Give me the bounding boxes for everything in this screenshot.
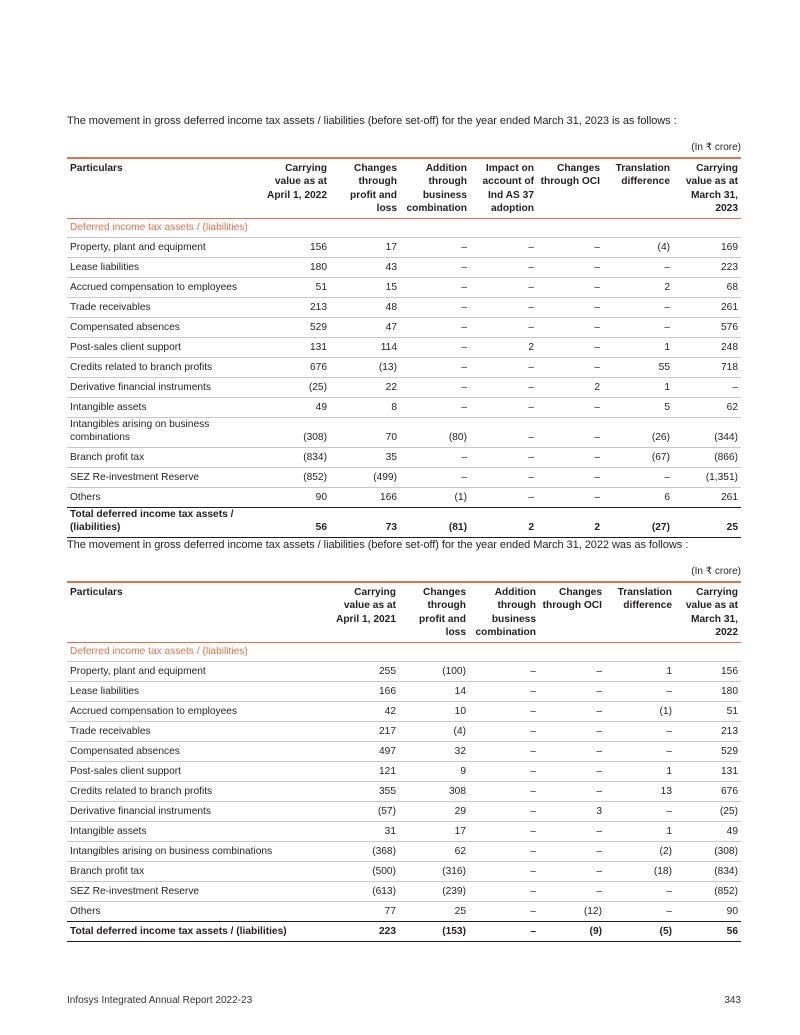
row-value: – xyxy=(400,258,470,278)
total-value: 56 xyxy=(257,508,330,538)
row-value: – xyxy=(603,298,673,318)
row-value: 308 xyxy=(399,782,469,802)
row-value: – xyxy=(469,842,539,862)
row-value: – xyxy=(400,298,470,318)
total-value: 73 xyxy=(330,508,400,538)
row-value: – xyxy=(539,742,605,762)
row-value: – xyxy=(400,378,470,398)
table2-header-row xyxy=(67,583,741,643)
row-value: 2 xyxy=(537,378,603,398)
row-value: 156 xyxy=(675,662,741,682)
row-value: 213 xyxy=(675,722,741,742)
column-header: Carrying value as at March 31, 2023 xyxy=(685,163,738,214)
row-value: 13 xyxy=(605,782,675,802)
row-value: – xyxy=(537,338,603,358)
row-value: 25 xyxy=(399,902,469,922)
row-label: SEZ Re-investment Reserve xyxy=(67,468,257,488)
table-row xyxy=(67,682,741,702)
row-value: – xyxy=(537,398,603,418)
row-value: 49 xyxy=(675,822,741,842)
row-value: (18) xyxy=(605,862,675,882)
row-value: 47 xyxy=(330,318,400,338)
table-row xyxy=(67,318,741,338)
row-label: Trade receivables xyxy=(67,722,329,742)
table-row xyxy=(67,488,741,508)
row-value: 31 xyxy=(329,822,399,842)
row-value: – xyxy=(470,298,537,318)
row-value: – xyxy=(400,398,470,418)
row-label: Intangible assets xyxy=(67,822,329,842)
row-value: – xyxy=(400,278,470,298)
row-value: 261 xyxy=(673,298,741,318)
table1-header-row xyxy=(67,159,741,219)
total-value: (9) xyxy=(539,922,605,942)
table-row xyxy=(67,258,741,278)
row-value: 55 xyxy=(603,358,673,378)
row-value: – xyxy=(469,782,539,802)
deferred-tax-table-2023 xyxy=(67,159,741,538)
row-label: Compensated absences xyxy=(67,742,329,762)
row-value: 180 xyxy=(257,258,330,278)
row-value: (866) xyxy=(673,448,741,468)
row-value: – xyxy=(470,448,537,468)
row-label: Post-sales client support xyxy=(67,338,257,358)
row-label: Intangibles arising on business combinations xyxy=(67,842,329,862)
row-value: – xyxy=(673,378,741,398)
section-label: Deferred income tax assets / (liabilities) xyxy=(67,643,741,662)
table-row xyxy=(67,398,741,418)
row-value: – xyxy=(605,682,675,702)
table-row xyxy=(67,278,741,298)
row-value: 32 xyxy=(399,742,469,762)
row-value: 166 xyxy=(330,488,400,508)
total-value: 56 xyxy=(675,922,741,942)
section-label-row xyxy=(67,219,741,238)
column-header: Translation difference xyxy=(617,587,672,612)
table-row xyxy=(67,782,741,802)
row-value: – xyxy=(537,358,603,378)
report-title: Infosys Integrated Annual Report 2022-23 xyxy=(67,995,253,1006)
row-value: 166 xyxy=(329,682,399,702)
row-value: (100) xyxy=(399,662,469,682)
total-value: (81) xyxy=(400,508,470,538)
total-value: 25 xyxy=(673,508,741,538)
row-value: (316) xyxy=(399,862,469,882)
column-header-particulars: Particulars xyxy=(70,587,123,598)
row-value: – xyxy=(537,418,603,448)
table-row xyxy=(67,722,741,742)
row-value: – xyxy=(537,258,603,278)
row-value: – xyxy=(539,782,605,802)
row-value: – xyxy=(537,468,603,488)
row-label: Branch profit tax xyxy=(67,862,329,882)
row-label: Intangibles arising on business combinations xyxy=(67,418,257,448)
row-value: – xyxy=(400,338,470,358)
row-value: – xyxy=(400,238,470,258)
table-row xyxy=(67,418,741,448)
row-label: Accrued compensation to employees xyxy=(67,278,257,298)
row-value: 497 xyxy=(329,742,399,762)
total-row xyxy=(67,508,741,538)
row-label: Lease liabilities xyxy=(67,682,329,702)
row-value: 156 xyxy=(257,238,330,258)
row-value: 2 xyxy=(470,338,537,358)
row-label: Property, plant and equipment xyxy=(67,662,329,682)
column-header: Carrying value as at March 31, 2022 xyxy=(685,587,738,638)
table-row xyxy=(67,448,741,468)
row-value: (57) xyxy=(329,802,399,822)
row-value: (834) xyxy=(257,448,330,468)
row-value: (499) xyxy=(330,468,400,488)
row-value: – xyxy=(537,488,603,508)
table-row xyxy=(67,298,741,318)
row-label: Credits related to branch profits xyxy=(67,358,257,378)
table-row xyxy=(67,378,741,398)
row-value: – xyxy=(469,862,539,882)
row-label: Branch profit tax xyxy=(67,448,257,468)
row-value: – xyxy=(470,238,537,258)
row-value: – xyxy=(537,298,603,318)
table-row xyxy=(67,842,741,862)
row-value: – xyxy=(470,258,537,278)
row-value: – xyxy=(605,722,675,742)
row-value: – xyxy=(469,822,539,842)
row-value: 1 xyxy=(603,378,673,398)
total-row xyxy=(67,922,741,942)
section-label: Deferred income tax assets / (liabilities) xyxy=(67,219,741,238)
row-value: – xyxy=(605,802,675,822)
row-value: – xyxy=(539,662,605,682)
deferred-tax-table-2022 xyxy=(67,583,741,942)
row-value: – xyxy=(603,318,673,338)
row-value: – xyxy=(539,822,605,842)
row-value: 90 xyxy=(257,488,330,508)
row-value: 68 xyxy=(673,278,741,298)
row-value: 3 xyxy=(539,802,605,822)
table1-intro: The movement in gross deferred income tax assets / liabilities (before set-off) for the year ended March 31, 2023 is as follows : xyxy=(67,115,677,127)
table-row xyxy=(67,338,741,358)
row-value: – xyxy=(470,398,537,418)
row-value: 22 xyxy=(330,378,400,398)
row-value: – xyxy=(539,842,605,862)
table-row xyxy=(67,238,741,258)
row-value: 10 xyxy=(399,702,469,722)
table-row xyxy=(67,822,741,842)
row-value: 5 xyxy=(603,398,673,418)
row-value: 255 xyxy=(329,662,399,682)
row-value: – xyxy=(539,762,605,782)
table2-unit: (In ₹ crore) xyxy=(691,566,741,577)
total-label: Total deferred income tax assets / (liabilities) xyxy=(67,922,329,942)
table1-unit: (In ₹ crore) xyxy=(691,142,741,153)
table2-intro: The movement in gross deferred income tax assets / liabilities (before set-off) for the year ended March 31, 2022 was as follows : xyxy=(67,539,689,551)
row-value: – xyxy=(470,488,537,508)
row-value: 35 xyxy=(330,448,400,468)
table-row xyxy=(67,902,741,922)
row-label: Derivative financial instruments xyxy=(67,802,329,822)
row-value: (852) xyxy=(257,468,330,488)
row-value: 8 xyxy=(330,398,400,418)
row-value: 676 xyxy=(257,358,330,378)
row-value: – xyxy=(470,318,537,338)
row-value: 9 xyxy=(399,762,469,782)
section-label-row xyxy=(67,643,741,662)
row-value: 29 xyxy=(399,802,469,822)
row-value: 62 xyxy=(399,842,469,862)
row-value: (2) xyxy=(605,842,675,862)
row-value: 51 xyxy=(257,278,330,298)
row-value: 77 xyxy=(329,902,399,922)
page-number: 343 xyxy=(724,995,741,1006)
row-label: Compensated absences xyxy=(67,318,257,338)
row-value: 131 xyxy=(675,762,741,782)
row-value: – xyxy=(469,762,539,782)
total-value: 2 xyxy=(537,508,603,538)
row-value: 217 xyxy=(329,722,399,742)
total-label: Total deferred income tax assets / (liabilities) xyxy=(67,508,257,538)
row-value: 17 xyxy=(330,238,400,258)
row-value: (12) xyxy=(539,902,605,922)
row-value: 1 xyxy=(603,338,673,358)
table-row xyxy=(67,358,741,378)
row-value: – xyxy=(469,902,539,922)
row-value: (26) xyxy=(603,418,673,448)
row-value: – xyxy=(537,278,603,298)
row-value: (4) xyxy=(399,722,469,742)
row-value: (344) xyxy=(673,418,741,448)
row-value: 576 xyxy=(673,318,741,338)
table-row xyxy=(67,662,741,682)
row-value: – xyxy=(539,882,605,902)
row-value: – xyxy=(470,278,537,298)
row-value: – xyxy=(603,468,673,488)
row-value: (1,351) xyxy=(673,468,741,488)
row-value: 121 xyxy=(329,762,399,782)
row-value: 114 xyxy=(330,338,400,358)
row-value: 2 xyxy=(603,278,673,298)
row-label: Property, plant and equipment xyxy=(67,238,257,258)
row-value: 51 xyxy=(675,702,741,722)
row-value: 248 xyxy=(673,338,741,358)
row-value: – xyxy=(470,468,537,488)
row-value: 70 xyxy=(330,418,400,448)
row-value: – xyxy=(469,722,539,742)
row-label: Lease liabilities xyxy=(67,258,257,278)
row-value: 223 xyxy=(673,258,741,278)
row-value: (4) xyxy=(603,238,673,258)
total-value: 2 xyxy=(470,508,537,538)
table-row xyxy=(67,862,741,882)
row-value: – xyxy=(605,742,675,762)
table-row xyxy=(67,702,741,722)
row-value: 43 xyxy=(330,258,400,278)
row-label: Others xyxy=(67,902,329,922)
row-value: – xyxy=(469,662,539,682)
row-value: – xyxy=(470,418,537,448)
row-value: 42 xyxy=(329,702,399,722)
row-value: (13) xyxy=(330,358,400,378)
row-value: 180 xyxy=(675,682,741,702)
row-value: – xyxy=(469,682,539,702)
row-value: (1) xyxy=(400,488,470,508)
total-value: (27) xyxy=(603,508,673,538)
row-value: 529 xyxy=(675,742,741,762)
row-value: (25) xyxy=(675,802,741,822)
row-value: 676 xyxy=(675,782,741,802)
row-value: – xyxy=(539,722,605,742)
row-value: – xyxy=(537,238,603,258)
row-value: 529 xyxy=(257,318,330,338)
row-value: 6 xyxy=(603,488,673,508)
row-value: (613) xyxy=(329,882,399,902)
row-value: (852) xyxy=(675,882,741,902)
column-header: Changes through profit and loss xyxy=(350,163,397,214)
row-value: – xyxy=(469,702,539,722)
row-value: (80) xyxy=(400,418,470,448)
row-label: Post-sales client support xyxy=(67,762,329,782)
row-value: – xyxy=(469,742,539,762)
row-value: – xyxy=(469,882,539,902)
row-value: 62 xyxy=(673,398,741,418)
row-value: (25) xyxy=(257,378,330,398)
row-value: (500) xyxy=(329,862,399,882)
row-value: – xyxy=(537,318,603,338)
column-header: Addition through business combination xyxy=(475,587,536,638)
row-value: – xyxy=(400,358,470,378)
column-header: Impact on account of Ind AS 37 adoption xyxy=(482,163,534,214)
row-value: – xyxy=(469,802,539,822)
row-value: – xyxy=(400,448,470,468)
row-value: 49 xyxy=(257,398,330,418)
column-header: Changes through profit and loss xyxy=(419,587,466,638)
row-value: 17 xyxy=(399,822,469,842)
column-header: Changes through OCI xyxy=(542,587,602,612)
row-label: Intangible assets xyxy=(67,398,257,418)
row-value: (239) xyxy=(399,882,469,902)
row-label: Accrued compensation to employees xyxy=(67,702,329,722)
row-value: – xyxy=(400,468,470,488)
row-value: 1 xyxy=(605,822,675,842)
column-header: Carrying value as at April 1, 2022 xyxy=(266,163,327,201)
row-value: 1 xyxy=(605,762,675,782)
row-label: Derivative financial instruments xyxy=(67,378,257,398)
row-value: – xyxy=(537,448,603,468)
row-value: (67) xyxy=(603,448,673,468)
row-value: – xyxy=(605,902,675,922)
row-value: – xyxy=(400,318,470,338)
row-value: 169 xyxy=(673,238,741,258)
row-value: – xyxy=(605,882,675,902)
row-value: (1) xyxy=(605,702,675,722)
row-value: (834) xyxy=(675,862,741,882)
row-label: Others xyxy=(67,488,257,508)
row-value: – xyxy=(603,258,673,278)
total-value: (153) xyxy=(399,922,469,942)
row-value: – xyxy=(539,702,605,722)
row-value: – xyxy=(539,682,605,702)
table-row xyxy=(67,802,741,822)
row-value: – xyxy=(539,862,605,882)
table-row xyxy=(67,762,741,782)
row-label: SEZ Re-investment Reserve xyxy=(67,882,329,902)
table-row xyxy=(67,742,741,762)
row-value: 15 xyxy=(330,278,400,298)
row-value: 261 xyxy=(673,488,741,508)
row-value: – xyxy=(470,358,537,378)
column-header: Translation difference xyxy=(615,163,670,188)
table-row xyxy=(67,468,741,488)
row-value: (308) xyxy=(257,418,330,448)
row-label: Trade receivables xyxy=(67,298,257,318)
row-value: 90 xyxy=(675,902,741,922)
total-value: (5) xyxy=(605,922,675,942)
row-value: 1 xyxy=(605,662,675,682)
total-value: 223 xyxy=(329,922,399,942)
row-value: 213 xyxy=(257,298,330,318)
row-value: 48 xyxy=(330,298,400,318)
row-value: (308) xyxy=(675,842,741,862)
row-value: 718 xyxy=(673,358,741,378)
total-value: – xyxy=(469,922,539,942)
column-header-particulars: Particulars xyxy=(70,163,123,174)
row-value: 14 xyxy=(399,682,469,702)
table-row xyxy=(67,882,741,902)
column-header: Carrying value as at April 1, 2021 xyxy=(335,587,396,625)
row-value: 355 xyxy=(329,782,399,802)
row-value: – xyxy=(470,378,537,398)
row-value: (368) xyxy=(329,842,399,862)
column-header: Changes through OCI xyxy=(540,163,600,188)
row-label: Credits related to branch profits xyxy=(67,782,329,802)
row-value: 131 xyxy=(257,338,330,358)
column-header: Addition through business combination xyxy=(406,163,467,214)
